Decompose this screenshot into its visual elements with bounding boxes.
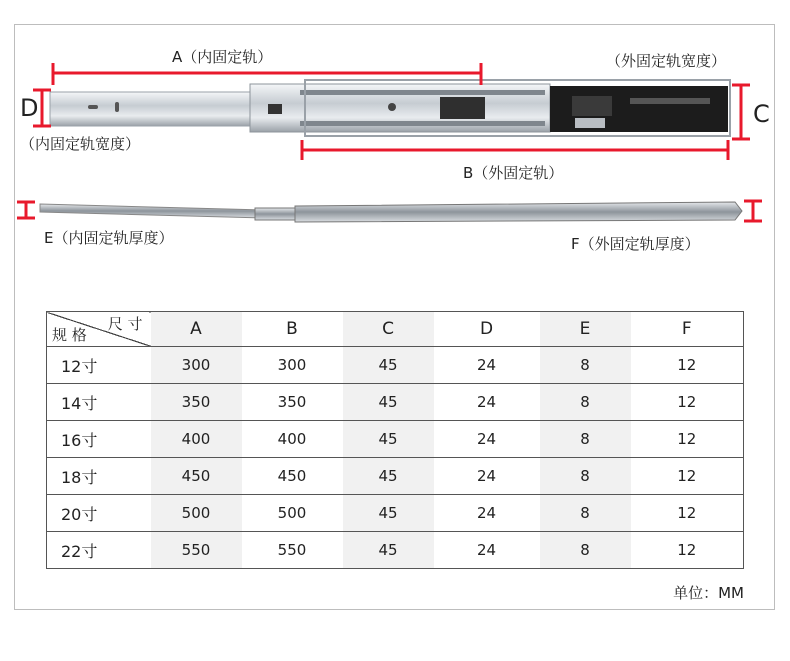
column-header: C bbox=[343, 312, 434, 347]
table-cell: 12 bbox=[631, 421, 744, 458]
table-cell: 350 bbox=[151, 384, 242, 421]
outer-rail-thickness bbox=[295, 202, 742, 222]
table-cell: 12 bbox=[631, 532, 744, 569]
rail-slot bbox=[440, 97, 485, 119]
table-cell: 550 bbox=[242, 532, 343, 569]
corner-label-size: 尺 寸 bbox=[107, 315, 143, 333]
table-cell: 12 bbox=[631, 384, 744, 421]
table-cell: 400 bbox=[151, 421, 242, 458]
table-cell: 24 bbox=[434, 421, 540, 458]
middle-rail-thickness bbox=[255, 208, 300, 220]
label-e: E（内固定轨厚度） bbox=[44, 229, 174, 247]
label-b: B（外固定轨） bbox=[463, 164, 564, 182]
row-spec: 14寸 bbox=[47, 384, 151, 421]
column-header: E bbox=[540, 312, 631, 347]
table-cell: 12 bbox=[631, 495, 744, 532]
table-cell: 45 bbox=[343, 384, 434, 421]
table-corner-cell bbox=[47, 312, 151, 347]
row-spec: 16寸 bbox=[47, 421, 151, 458]
rail-hole bbox=[388, 103, 396, 111]
table-cell: 450 bbox=[151, 458, 242, 495]
column-header: D bbox=[434, 312, 540, 347]
column-header: A bbox=[151, 312, 242, 347]
row-spec: 18寸 bbox=[47, 458, 151, 495]
unit-label: 单位：MM bbox=[673, 584, 744, 602]
table-cell: 8 bbox=[540, 347, 631, 384]
table-cell: 350 bbox=[242, 384, 343, 421]
table-cell: 24 bbox=[434, 495, 540, 532]
table-cell: 24 bbox=[434, 384, 540, 421]
table-cell: 500 bbox=[242, 495, 343, 532]
mechanism-part bbox=[575, 118, 605, 128]
rail-hole bbox=[88, 105, 98, 109]
table-cell: 400 bbox=[242, 421, 343, 458]
table-row bbox=[47, 532, 744, 569]
table-cell: 300 bbox=[151, 347, 242, 384]
table-row bbox=[47, 495, 744, 532]
table-cell: 45 bbox=[343, 347, 434, 384]
ball-bearing-strip bbox=[300, 90, 545, 95]
label-c: C bbox=[753, 100, 770, 128]
table-cell: 45 bbox=[343, 421, 434, 458]
table-cell: 24 bbox=[434, 458, 540, 495]
rail-slot bbox=[268, 104, 282, 114]
label-a: A（内固定轨） bbox=[172, 48, 273, 66]
table-header-row bbox=[47, 312, 744, 347]
table-cell: 24 bbox=[434, 347, 540, 384]
table-cell: 8 bbox=[540, 421, 631, 458]
ball-bearing-strip bbox=[300, 121, 545, 126]
table-cell: 500 bbox=[151, 495, 242, 532]
table-cell: 24 bbox=[434, 532, 540, 569]
table-row bbox=[47, 384, 744, 421]
table-row bbox=[47, 347, 744, 384]
table-cell: 12 bbox=[631, 458, 744, 495]
table-cell: 45 bbox=[343, 532, 434, 569]
mechanism-part bbox=[630, 98, 710, 104]
table-cell: 8 bbox=[540, 384, 631, 421]
label-f: F（外固定轨厚度） bbox=[571, 235, 700, 253]
table-cell: 45 bbox=[343, 458, 434, 495]
rail-hole bbox=[115, 102, 119, 112]
table-cell: 8 bbox=[540, 458, 631, 495]
row-spec: 12寸 bbox=[47, 347, 151, 384]
rail-side-view bbox=[40, 202, 742, 222]
label-d: D bbox=[20, 94, 39, 122]
row-spec: 22寸 bbox=[47, 532, 151, 569]
table-cell: 8 bbox=[540, 532, 631, 569]
inner-rail bbox=[50, 92, 265, 126]
table-cell: 45 bbox=[343, 495, 434, 532]
inner-rail-thickness bbox=[40, 204, 265, 218]
table-row bbox=[47, 458, 744, 495]
row-spec: 20寸 bbox=[47, 495, 151, 532]
corner-label-spec: 规 格 bbox=[52, 326, 87, 344]
table-row bbox=[47, 421, 744, 458]
table-cell: 8 bbox=[540, 495, 631, 532]
rail-top-view bbox=[50, 80, 730, 136]
mechanism-part bbox=[572, 96, 612, 116]
label-outer-width: （外固定轨宽度） bbox=[606, 52, 727, 70]
table-cell: 12 bbox=[631, 347, 744, 384]
table-cell: 550 bbox=[151, 532, 242, 569]
table-cell: 450 bbox=[242, 458, 343, 495]
column-header: B bbox=[242, 312, 343, 347]
label-inner-width: （内固定轨宽度） bbox=[20, 135, 141, 153]
table-cell: 300 bbox=[242, 347, 343, 384]
spec-table bbox=[46, 311, 744, 569]
column-header: F bbox=[631, 312, 744, 347]
